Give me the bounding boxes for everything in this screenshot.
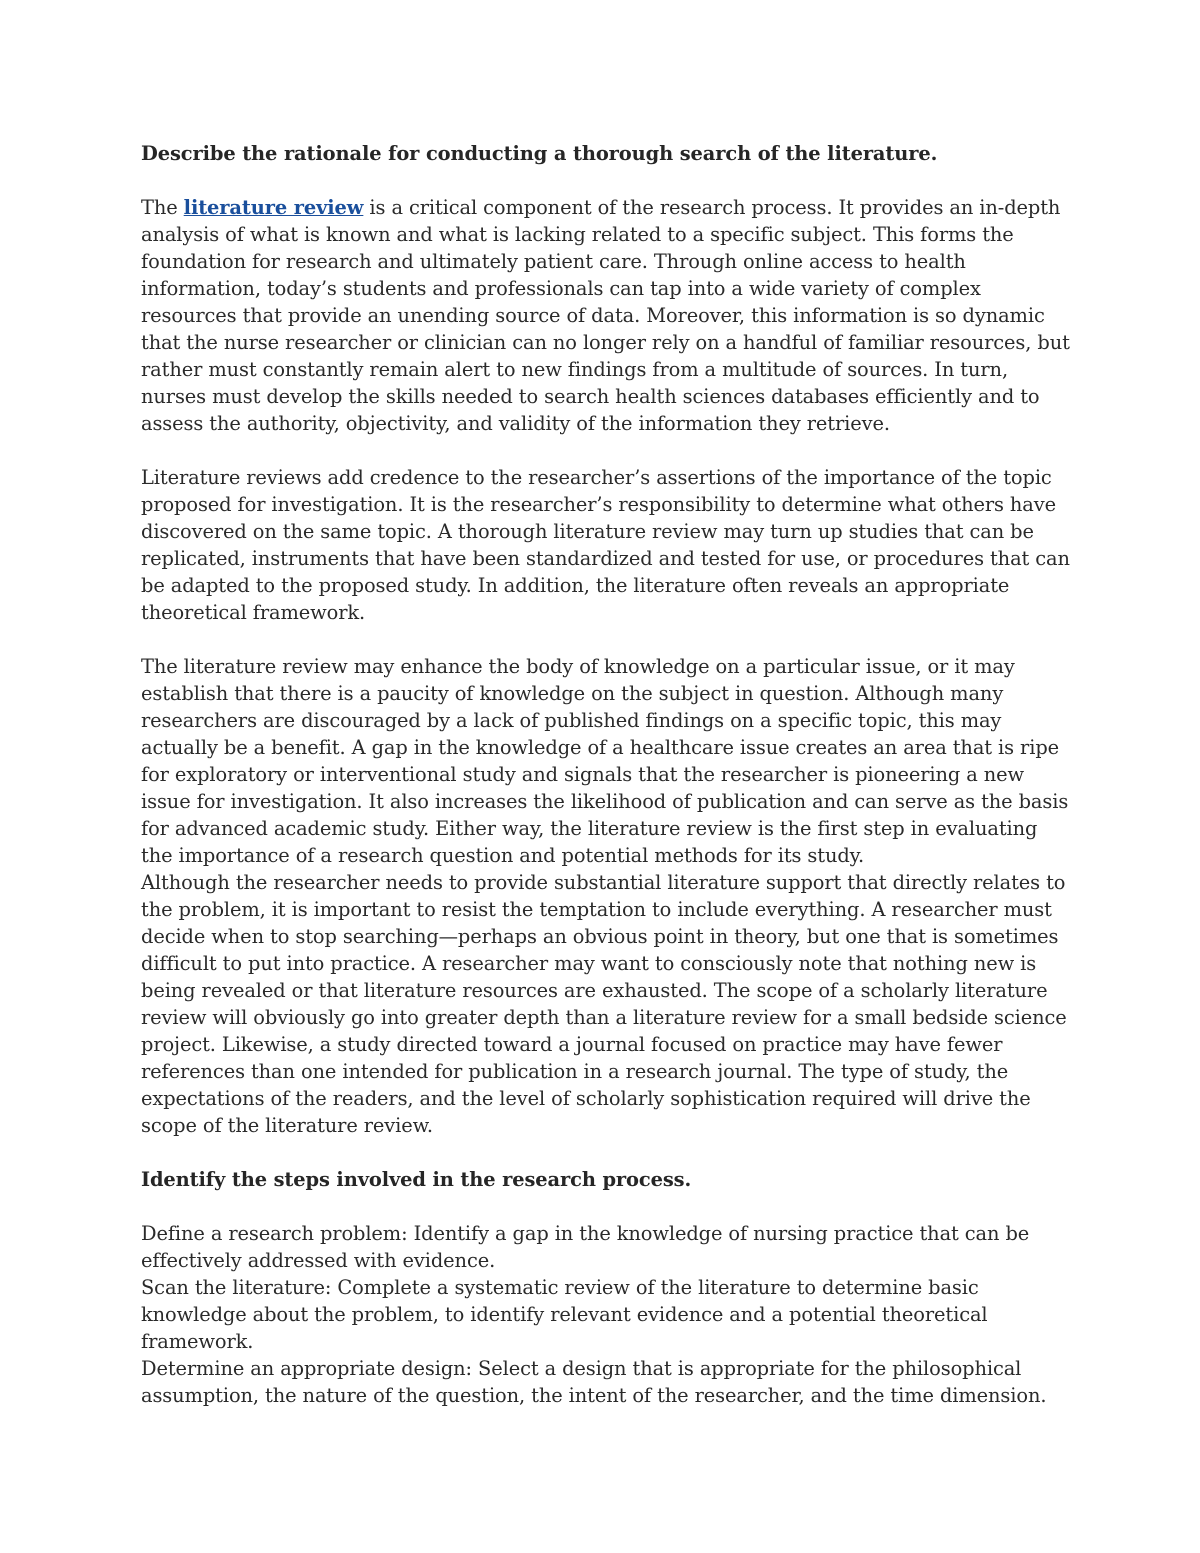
section-heading-rationale: Describe the rationale for conducting a thorough search of the literature. xyxy=(141,142,938,165)
document-body xyxy=(141,140,1071,1409)
step-scan-literature: Scan the literature: Complete a systematic review of the literature to determine basic knowledge about the problem, to identify relevant evidence and a potential theoretical framework. xyxy=(141,1276,988,1353)
paragraph-knowledge-gap: The literature review may enhance the body of knowledge on a particular issue, or it may establish that there is a paucity of knowledge on the subject in question. Although many researchers are discouraged by a lack of published findings on a specific topic, this may actually be a benefit. A gap in the knowledge of a healthcare issue creates an area that is ripe for exploratory or interventional study and signals that the researcher is pioneering a new issue for investigation. It also increases the likelihood of publication and can serve as the basis for advanced academic study. Either way, the literature review is the first step in evaluating the importance of a research question and potential methods for its study. xyxy=(141,655,1069,867)
step-determine-design: Determine an appropriate design: Select a design that is appropriate for the philosophical assumption, the nature of the question, the intent of the researcher, and the time dimension. xyxy=(141,1357,1047,1407)
paragraph-literature-review-intro xyxy=(141,194,1071,437)
section-heading-steps: Identify the steps involved in the research process. xyxy=(141,1168,692,1191)
step-define-problem: Define a research problem: Identify a gap in the knowledge of nursing practice that can be effectively addressed with evidence. xyxy=(141,1222,1030,1272)
paragraph-text-lead: The xyxy=(141,196,184,219)
paragraph-scope: Although the researcher needs to provide substantial literature support that directly relates to the problem, it is important to resist the temptation to include everything. A researcher must decide when to stop searching—perhaps an obvious point in theory, but one that is sometimes difficult to put into practice. A researcher may want to consciously note that nothing new is being revealed or that literature resources are exhausted. The scope of a scholarly literature review will obviously go into greater depth than a literature review for a small bedside science project. Likewise, a study directed toward a journal focused on practice may have fewer references than one intended for publication in a research journal. The type of study, the expectations of the readers, and the level of scholarly sophistication required will drive the scope of the literature review. xyxy=(141,871,1067,1137)
paragraph-text-rest: is a critical component of the research process. It provides an in-depth analysis of what is known and what is lacking related to a specific subject. This forms the foundation for research and ultimately patient care. Through online access to health information, today’s students and professionals can tap into a wide variety of complex resources that provide an unending source of data. Moreover, this information is so dynamic that the nurse researcher or clinician can no longer rely on a handful of familiar resources, but rather must constantly remain alert to new findings from a multitude of sources. In turn, nurses must develop the skills needed to search health sciences databases efficiently and to assess the authority, objectivity, and validity of the information they retrieve. xyxy=(141,196,1070,435)
literature-review-link[interactable]: literature review xyxy=(183,196,364,219)
paragraph-credence: Literature reviews add credence to the researcher’s assertions of the importance of the topic proposed for investigation. It is the researcher’s responsibility to determine what others have discovered on the same topic. A thorough literature review may turn up studies that can be replicated, instruments that have been standardized and tested for use, or procedures that can be adapted to the proposed study. In addition, the literature often reveals an appropriate theoretical framework. xyxy=(141,466,1070,624)
